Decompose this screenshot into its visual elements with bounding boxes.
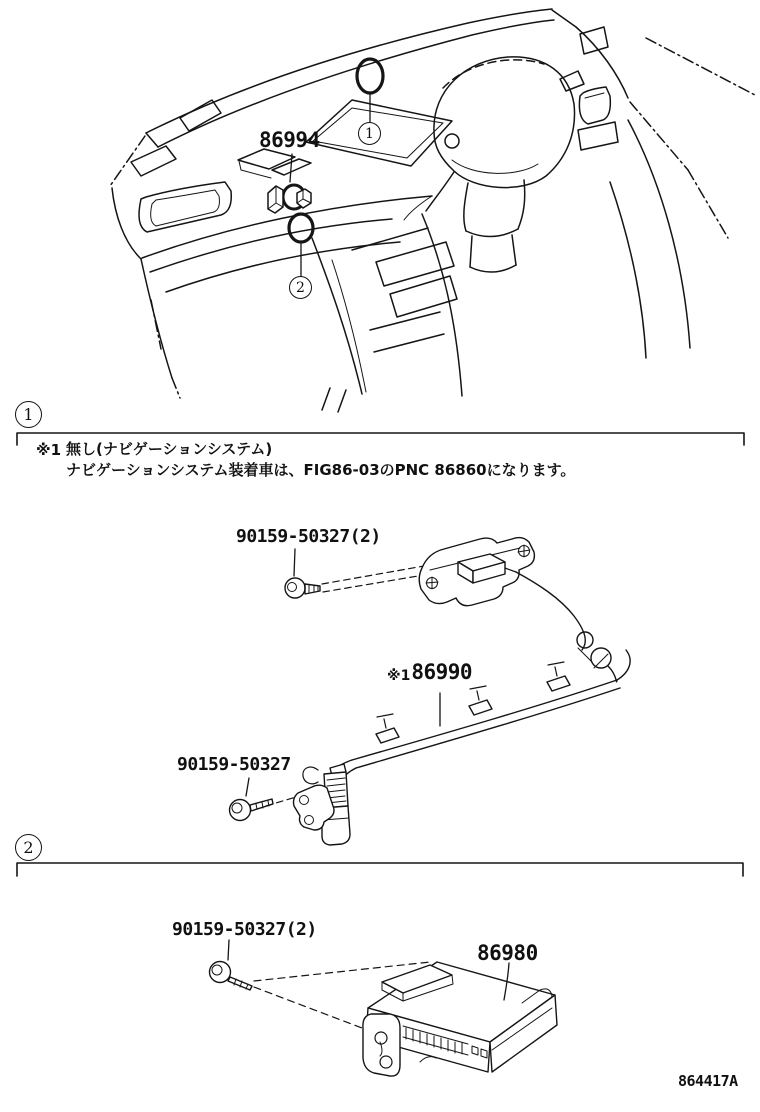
part-label-86990 <box>387 662 472 683</box>
part-86990-ref: ※1 <box>387 668 411 684</box>
instrument-panel-illustration <box>110 9 755 412</box>
section-2-badge: 2 <box>15 834 42 861</box>
callout-circle-2: 2 <box>289 276 312 299</box>
part-86990-number: 86990 <box>411 660 473 684</box>
part-label-86980: 86980 <box>477 941 538 965</box>
section-1-badge: 1 <box>15 401 42 428</box>
antenna-assembly-illustration <box>230 538 631 845</box>
screw-label-bottom: 90159-50327 <box>177 754 291 775</box>
note-reference-mark: ※1 <box>36 441 62 459</box>
callout-circle-1: 1 <box>358 122 381 145</box>
note-line-1: 無し(ナビゲーションシステム) <box>66 440 273 458</box>
note-line-2: ナビゲーションシステム装着車は、FIG86-03のPNC 86860になります。 <box>66 461 576 479</box>
figure-code: 864417A <box>678 1072 738 1090</box>
part-label-86994: 86994 <box>259 128 320 152</box>
screw-label-section2: 90159-50327(2) <box>172 919 317 940</box>
screw-label-top: 90159-50327(2) <box>236 526 381 547</box>
section-brackets <box>17 433 744 876</box>
